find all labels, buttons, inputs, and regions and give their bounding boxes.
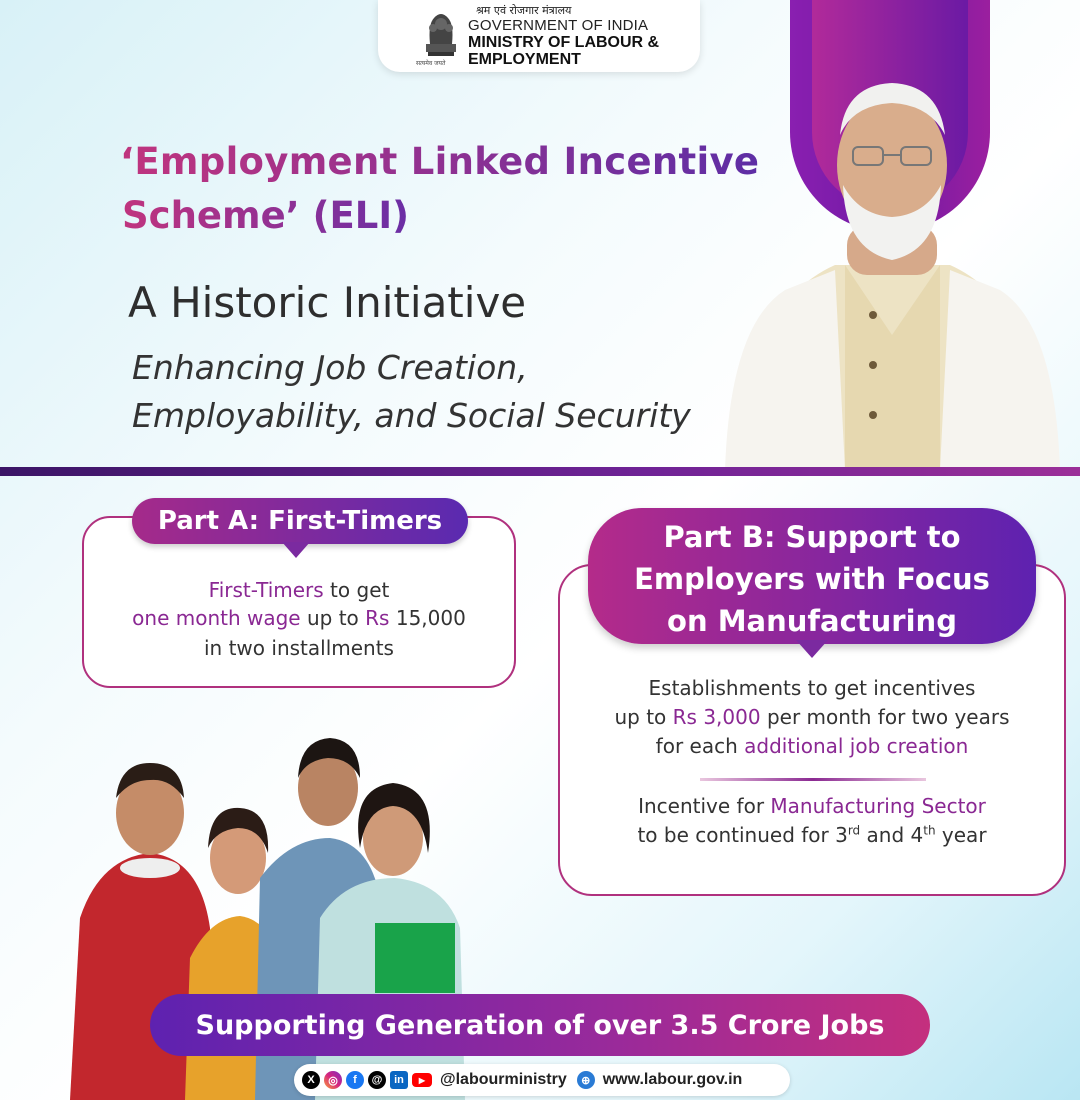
part-b-additional-job: additional job creation bbox=[744, 734, 969, 758]
ministry-hindi-name: श्रम एवं रोजगार मंत्रालय bbox=[476, 4, 572, 17]
part-b-heading bbox=[588, 508, 1036, 644]
globe-icon: ⊕ bbox=[577, 1071, 595, 1089]
part-b-line1: Establishments to get incentives bbox=[648, 676, 976, 700]
youtube-icon[interactable]: ▶ bbox=[412, 1073, 432, 1087]
part-b-line3 bbox=[558, 734, 1066, 758]
part-a-line3: in two installments bbox=[204, 636, 394, 660]
part-b-sup-rd: rd bbox=[847, 823, 861, 838]
part-a-amount: 15,000 bbox=[389, 606, 466, 630]
government-label: GOVERNMENT OF INDIA bbox=[468, 17, 649, 34]
scheme-title-line2: Scheme’ (ELI) bbox=[122, 194, 410, 237]
part-b-upto: up to bbox=[614, 705, 673, 729]
facebook-icon[interactable]: f bbox=[346, 1071, 364, 1089]
subtitle: A Historic Initiative bbox=[128, 278, 527, 327]
scheme-title-line1: ‘Employment Linked Incentive bbox=[120, 140, 760, 183]
threads-icon[interactable]: @ bbox=[368, 1071, 386, 1089]
part-b-line5 bbox=[558, 823, 1066, 847]
part-b-year: year bbox=[935, 823, 987, 847]
part-a-first-timers: First-Timers bbox=[208, 578, 324, 602]
part-b-heading-line3: on Manufacturing bbox=[667, 604, 957, 638]
part-b-duration: per month for two years bbox=[760, 705, 1010, 729]
national-emblem-icon bbox=[420, 4, 462, 66]
part-b-sup-th: th bbox=[923, 823, 936, 838]
part-a-currency: Rs bbox=[365, 606, 390, 630]
jobs-banner: Supporting Generation of over 3.5 Crore Jobs bbox=[150, 994, 930, 1056]
part-a-pointer bbox=[282, 542, 310, 558]
part-b-separator bbox=[700, 778, 926, 781]
website-link[interactable]: www.labour.gov.in bbox=[602, 1071, 743, 1088]
part-a-wage: one month wage bbox=[132, 606, 301, 630]
tagline-line2: Employability, and Social Security bbox=[132, 396, 691, 435]
ministry-name-line1: MINISTRY OF LABOUR & bbox=[468, 34, 660, 51]
tagline-line1: Enhancing Job Creation, bbox=[132, 348, 528, 387]
linkedin-icon[interactable]: in bbox=[390, 1071, 408, 1089]
part-a-line1-rest: to get bbox=[323, 578, 390, 602]
part-a-upto: up to bbox=[300, 606, 366, 630]
section-divider bbox=[0, 467, 1080, 476]
part-b-incentive-for: Incentive for bbox=[638, 794, 771, 818]
emblem-caption: सत्यमेव जयते bbox=[416, 60, 446, 67]
part-b-continued: to be continued for 3 bbox=[637, 823, 848, 847]
part-b-heading-line2: Employers with Focus bbox=[634, 562, 990, 596]
part-b-manufacturing: Manufacturing Sector bbox=[770, 794, 986, 818]
part-b-line2 bbox=[558, 705, 1066, 729]
part-b-for-each: for each bbox=[655, 734, 745, 758]
part-a-line2 bbox=[82, 606, 516, 630]
instagram-icon[interactable]: ◎ bbox=[324, 1071, 342, 1089]
part-a-line1 bbox=[82, 578, 516, 602]
part-b-line4 bbox=[558, 794, 1066, 818]
x-icon[interactable]: X bbox=[302, 1071, 320, 1089]
part-b-pointer bbox=[796, 640, 828, 658]
part-a-heading: Part A: First-Timers bbox=[132, 498, 468, 544]
social-handle[interactable]: @labourministry bbox=[440, 1071, 567, 1088]
part-b-heading-line1: Part B: Support to bbox=[663, 520, 961, 554]
ministry-name-line2: EMPLOYMENT bbox=[468, 51, 581, 68]
social-footer bbox=[294, 1064, 790, 1096]
part-b-amount: Rs 3,000 bbox=[672, 705, 761, 729]
part-b-and: and 4 bbox=[860, 823, 924, 847]
leader-portrait-image bbox=[725, 75, 1060, 470]
